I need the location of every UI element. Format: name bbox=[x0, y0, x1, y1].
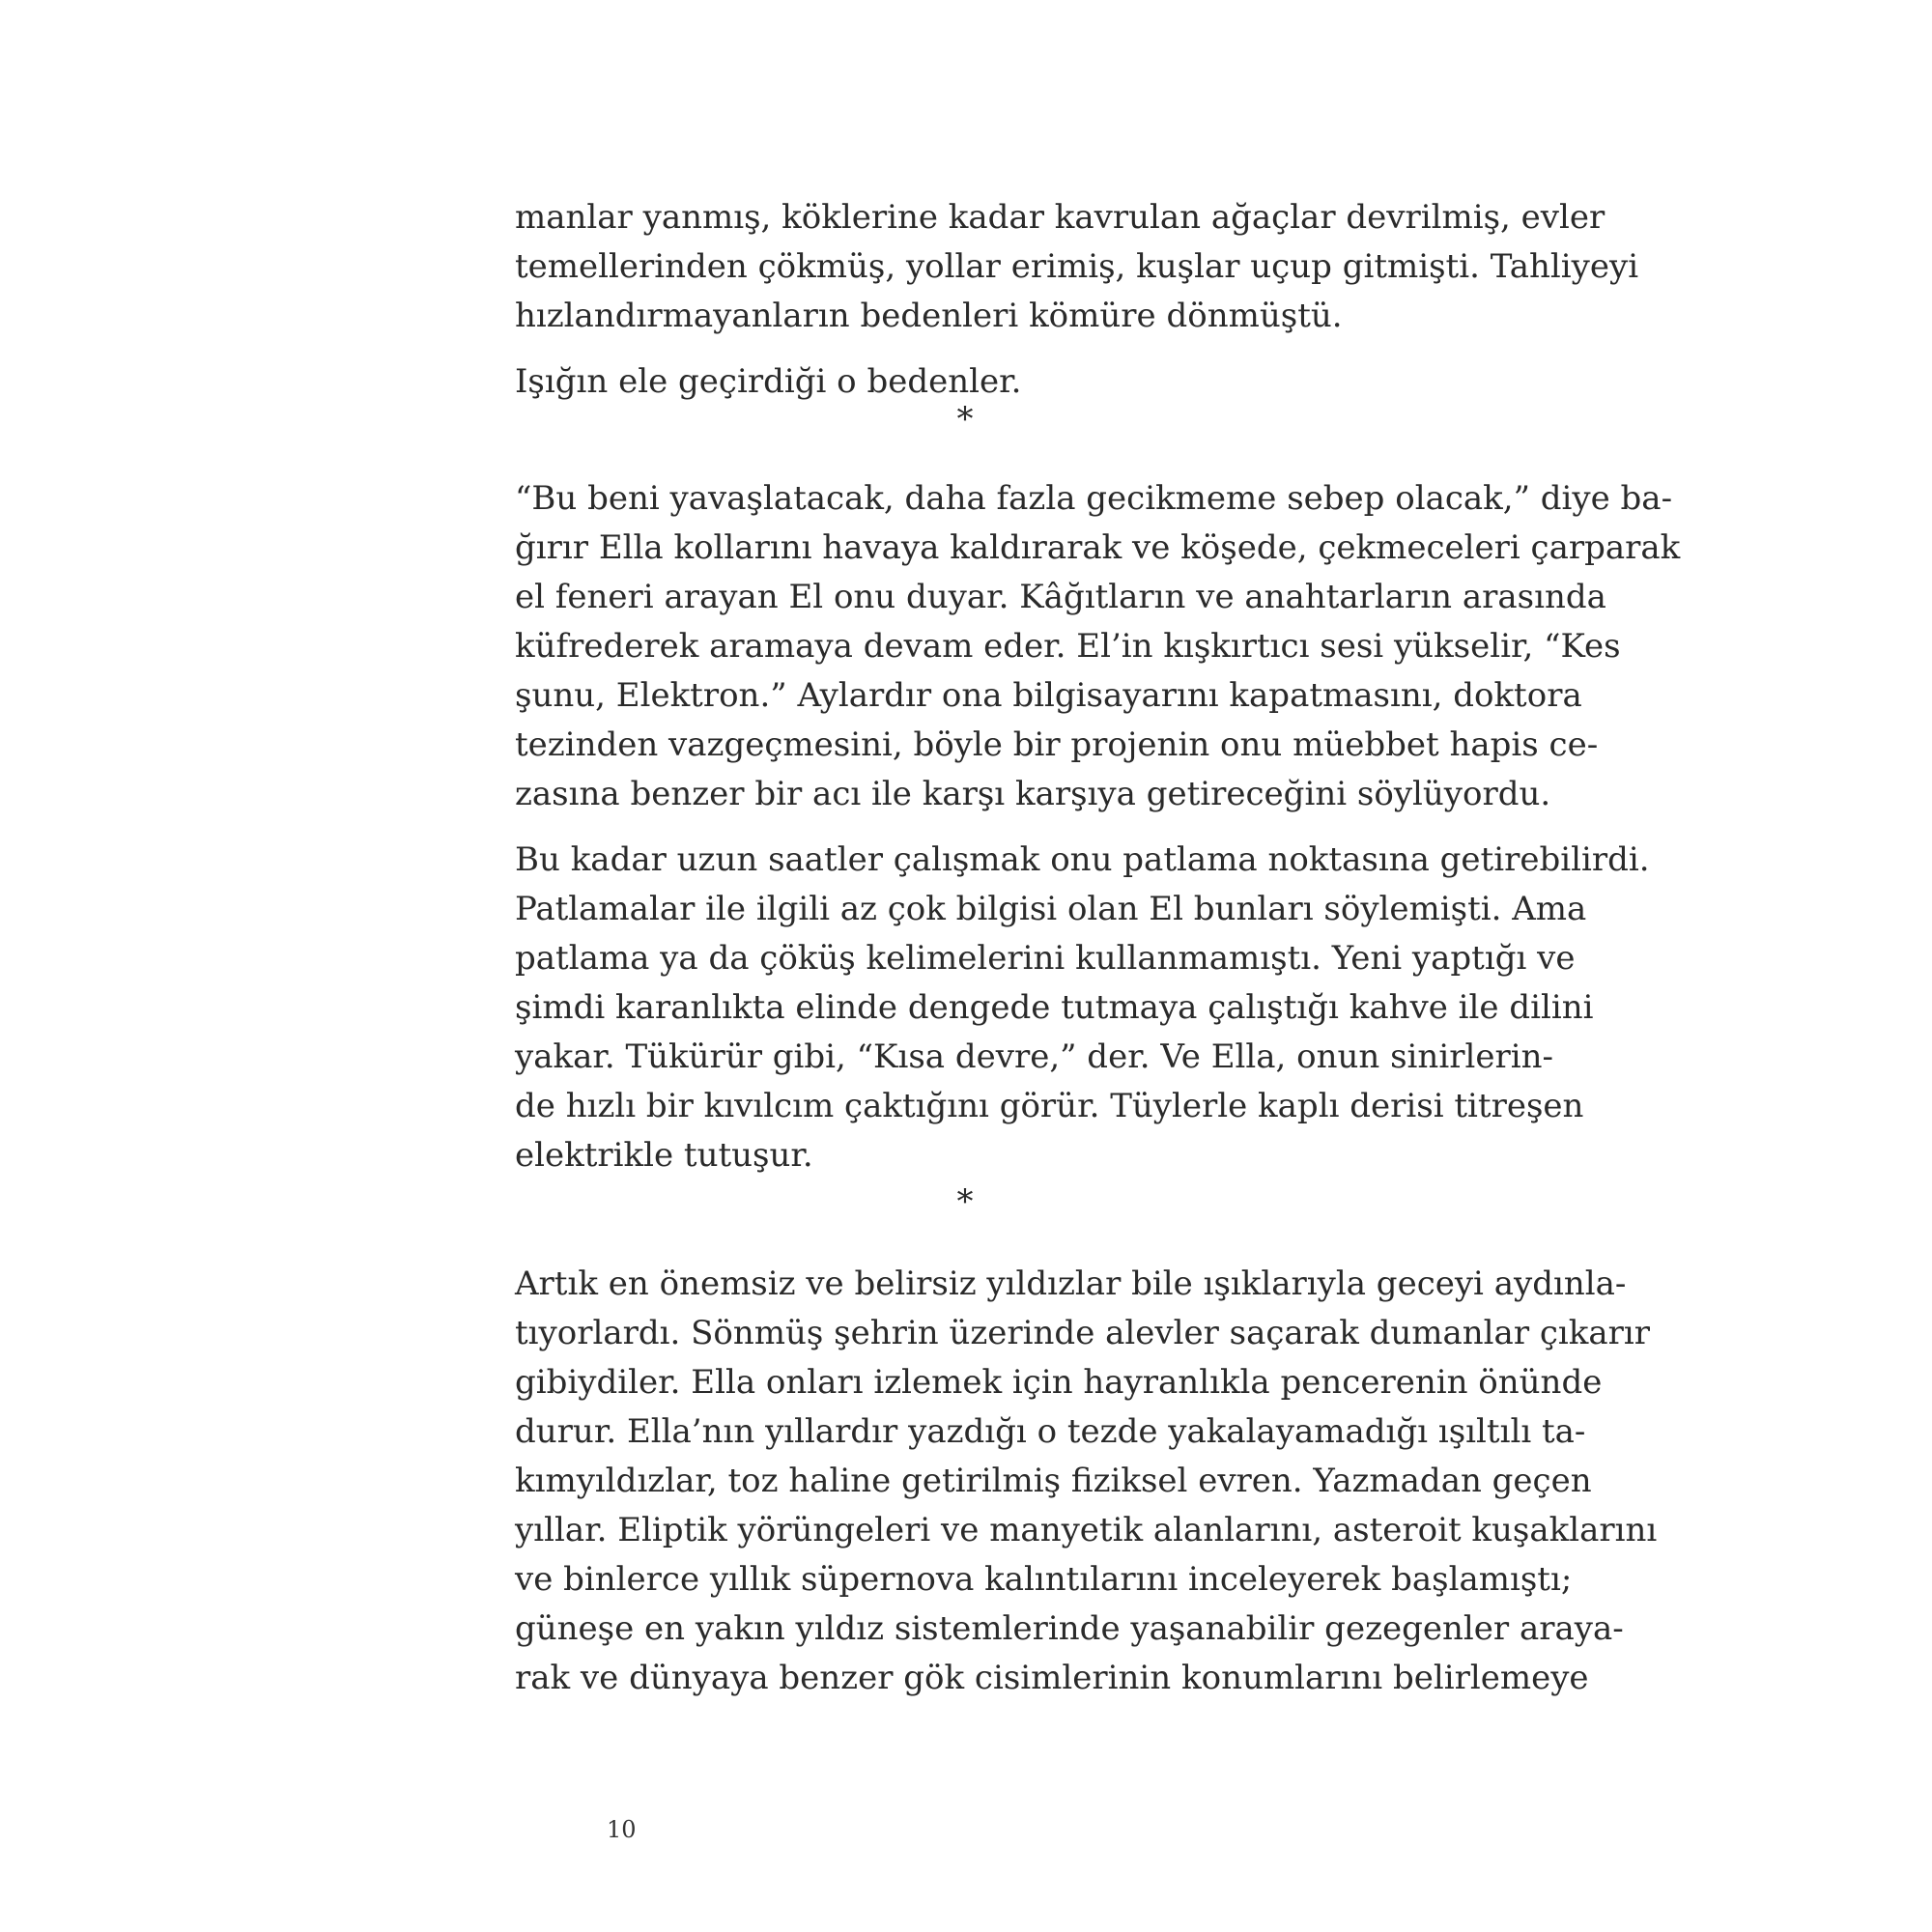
text-line: yıllar. Eliptik yörüngeleri ve manyetik alanlarını, asteroit kuşaklarını bbox=[515, 1511, 1658, 1549]
text-line: Işığın ele geçirdiği o bedenler. bbox=[515, 362, 1022, 401]
text-line: Artık en önemsiz ve belirsiz yıldızlar bile ışıklarıyla geceyi aydınla- bbox=[515, 1264, 1627, 1303]
text-line: rak ve dünyaya benzer gök cisimlerinin konumlarını belirlemeye bbox=[515, 1659, 1589, 1697]
text-line: temellerinden çökmüş, yollar erimiş, kuşlar uçup gitmişti. Tahliyeyi bbox=[515, 247, 1639, 286]
text-line: gibiydiler. Ella onları izlemek için hayranlıkla pencerenin önünde bbox=[515, 1363, 1603, 1402]
paragraph-3 bbox=[515, 474, 1681, 819]
text-line: patlama ya da çöküş kelimelerini kullanmamıştı. Yeni yaptığı ve bbox=[515, 939, 1576, 978]
text-line: küfrederek aramaya devam eder. El’in kışkırtıcı sesi yükselir, “Kes bbox=[515, 627, 1621, 666]
page-number: 10 bbox=[607, 1816, 637, 1843]
paragraph-1 bbox=[515, 193, 1639, 341]
paragraph-5 bbox=[515, 1260, 1658, 1703]
text-line: yakar. Tükürür gibi, “Kısa devre,” der. Ve Ella, onun sinirlerin- bbox=[515, 1037, 1553, 1076]
body-text bbox=[515, 193, 1681, 1703]
section-separator: * bbox=[956, 400, 974, 439]
text-line: ğırır Ella kollarını havaya kaldırarak ve köşede, çekmeceleri çarparak bbox=[515, 528, 1681, 567]
text-line: tıyorlardı. Sönmüş şehrin üzerinde alevler saçarak dumanlar çıkarır bbox=[515, 1314, 1651, 1352]
text-line: ve binlerce yıllık süpernova kalıntılarını inceleyerek başlamıştı; bbox=[515, 1560, 1573, 1599]
text-line: şunu, Elektron.” Aylardır ona bilgisayarını kapatmasını, doktora bbox=[515, 676, 1582, 715]
text-line: hızlandırmayanların bedenleri kömüre dönmüştü. bbox=[515, 297, 1343, 335]
text-line: güneşe en yakın yıldız sistemlerinde yaşanabilir gezegenler araya- bbox=[515, 1609, 1624, 1648]
text-line: Bu kadar uzun saatler çalışmak onu patlama noktasına getirebilirdi. bbox=[515, 840, 1650, 879]
text-line: zasına benzer bir acı ile karşı karşıya getireceğini söylüyordu. bbox=[515, 775, 1551, 813]
text-line: “Bu beni yavaşlatacak, daha fazla gecikmeme sebep olacak,” diye ba- bbox=[515, 479, 1673, 518]
text-line: elektrikle tutuşur. bbox=[515, 1136, 813, 1175]
text-line: kımyıldızlar, toz haline getirilmiş fiziksel evren. Yazmadan geçen bbox=[515, 1462, 1592, 1500]
text-line: de hızlı bir kıvılcım çaktığını görür. Tüylerle kaplı derisi titreşen bbox=[515, 1087, 1584, 1125]
text-line: tezinden vazgeçmesini, böyle bir projenin onu müebbet hapis ce- bbox=[515, 725, 1599, 764]
text-line: şimdi karanlıkta elinde dengede tutmaya çalıştığı kahve ile dilini bbox=[515, 988, 1594, 1027]
text-line: manlar yanmış, köklerine kadar kavrulan ağaçlar devrilmiş, evler bbox=[515, 198, 1605, 237]
paragraph-4 bbox=[515, 836, 1650, 1180]
section-separator: * bbox=[956, 1182, 974, 1221]
text-line: Patlamalar ile ilgili az çok bilgisi olan El bunları söylemişti. Ama bbox=[515, 890, 1587, 928]
text-line: el feneri arayan El onu duyar. Kâğıtların ve anahtarların arasında bbox=[515, 578, 1606, 616]
text-line: durur. Ella’nın yıllardır yazdığı o tezde yakalayamadığı ışıltılı ta- bbox=[515, 1412, 1586, 1451]
